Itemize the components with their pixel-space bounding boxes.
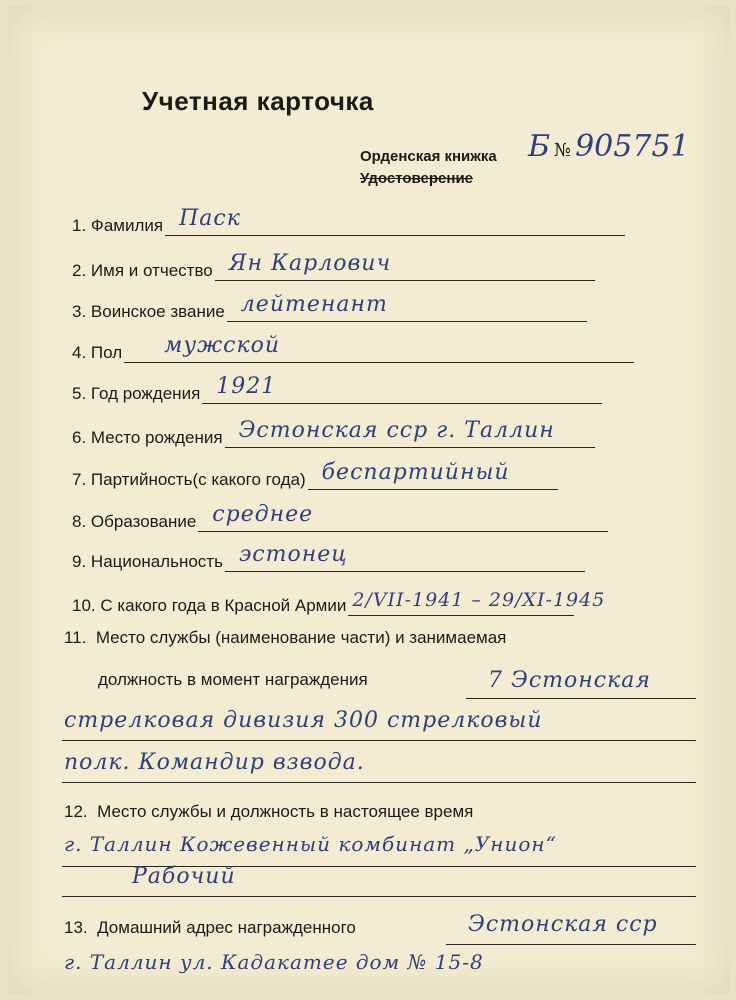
field-label: Воинское звание bbox=[90, 302, 225, 321]
field-label: Пол bbox=[90, 343, 123, 362]
field-11-value-line1: 7 Эстонская bbox=[488, 668, 651, 693]
field-value: 2/VII-1941 – 29/XI-1945 bbox=[352, 589, 606, 611]
field-number: 3. bbox=[72, 302, 87, 321]
field-label: Партийность(с какого года) bbox=[90, 470, 306, 489]
field-13-underline-1 bbox=[446, 944, 696, 945]
field-number: 1. bbox=[72, 216, 87, 235]
number-sign: № bbox=[554, 140, 572, 161]
booklet-number bbox=[528, 129, 690, 164]
field-12-underline-2 bbox=[62, 896, 696, 897]
field-11-label-line2: должность в момент награждения bbox=[98, 670, 368, 689]
card-title: Учетная карточка bbox=[142, 86, 374, 116]
field-underline bbox=[348, 587, 606, 616]
field-11-underline-3 bbox=[62, 782, 696, 783]
field-number: 5. bbox=[72, 384, 87, 403]
field-12-value-line2: Рабочий bbox=[132, 864, 236, 889]
field-number: 4. bbox=[72, 343, 87, 362]
field-13-value-line2: г. Таллин ул. Кадакатее дом № 15-8 bbox=[64, 950, 484, 974]
field-value: мужской bbox=[164, 333, 281, 358]
booklet-number-block bbox=[360, 129, 690, 190]
field-value: беспартийный bbox=[321, 460, 510, 485]
field-value: эстонец bbox=[238, 542, 348, 567]
field-underline bbox=[202, 375, 602, 404]
field-11-label-line1: 11. Место службы (наименование части) и занимаемая bbox=[64, 628, 507, 647]
field-value: среднее bbox=[212, 502, 314, 527]
field-label: Год рождения bbox=[90, 384, 201, 403]
field-value: Эстонская сср г. Таллин bbox=[238, 418, 555, 443]
field-number: 10. bbox=[72, 596, 96, 615]
field-label: Образование bbox=[90, 512, 197, 531]
field-13-value-line1: Эстонская сср bbox=[468, 912, 658, 937]
field-underline bbox=[227, 293, 587, 322]
field-sex bbox=[72, 331, 714, 363]
field-13-label: 13. Домашний адрес награжденного bbox=[64, 918, 356, 937]
award-record-card bbox=[8, 6, 730, 994]
field-name-patronymic bbox=[72, 249, 714, 281]
field-12-label: 12. Место службы и должность в настоящее время bbox=[64, 802, 474, 821]
field-underline bbox=[308, 461, 558, 490]
field-education bbox=[72, 500, 714, 532]
field-underline bbox=[124, 334, 634, 363]
field-number: 9. bbox=[72, 552, 87, 571]
field-nationality bbox=[72, 540, 714, 572]
field-value: Паск bbox=[179, 206, 241, 231]
field-11-value-line2: стрелковая дивизия 300 стрелковый bbox=[64, 708, 543, 733]
certificate-label-crossed: Удостоверение bbox=[360, 170, 474, 187]
field-number: 6. bbox=[72, 428, 87, 447]
field-11-underline-2 bbox=[62, 740, 696, 741]
field-surname bbox=[72, 204, 714, 236]
field-underline bbox=[165, 207, 625, 236]
field-label: С какого года в Красной Армии bbox=[100, 596, 347, 615]
field-value: 1921 bbox=[216, 374, 277, 399]
field-value: лейтенант bbox=[240, 292, 388, 317]
field-underline bbox=[215, 252, 595, 281]
field-value: Ян Карлович bbox=[228, 251, 392, 276]
field-party bbox=[72, 458, 714, 490]
field-birthplace bbox=[72, 416, 714, 448]
field-label: Имя и отчество bbox=[90, 261, 213, 280]
field-11-value-line3: полк. Командир взвода. bbox=[64, 750, 365, 775]
field-label: Национальность bbox=[90, 552, 223, 571]
field-11-underline-1 bbox=[466, 698, 696, 699]
field-military-rank bbox=[72, 290, 714, 322]
field-underline bbox=[225, 419, 595, 448]
field-number: 2. bbox=[72, 261, 87, 280]
booklet-label: Орденская книжка bbox=[360, 148, 497, 165]
field-underline bbox=[225, 543, 585, 572]
field-label: Место рождения bbox=[90, 428, 223, 447]
field-number: 8. bbox=[72, 512, 87, 531]
field-birth-year bbox=[72, 372, 714, 404]
booklet-number-value: 905751 bbox=[575, 129, 690, 164]
field-12-value-line1: г. Таллин Кожевенный комбинат „Унион“ bbox=[64, 832, 557, 856]
field-number: 7. bbox=[72, 470, 87, 489]
field-underline bbox=[198, 503, 608, 532]
booklet-series: Б bbox=[528, 129, 551, 164]
field-label: Фамилия bbox=[90, 216, 164, 235]
field-red-army-since bbox=[72, 584, 714, 616]
